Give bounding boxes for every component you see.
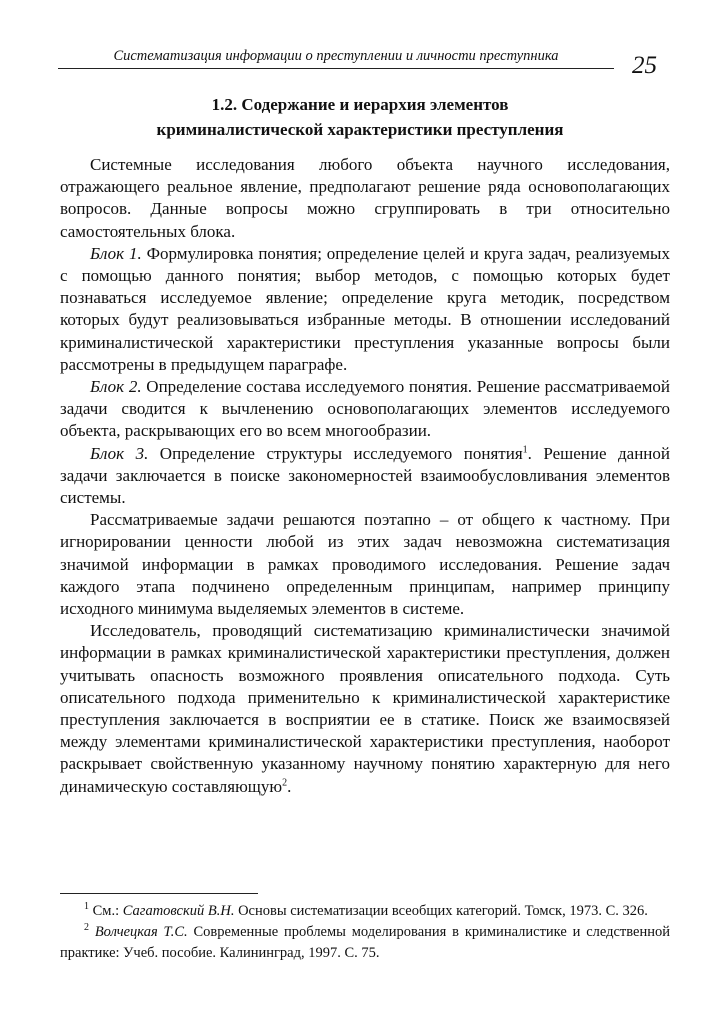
footnote-reference-1[interactable]: 1	[522, 443, 528, 455]
paragraph-tasks	[60, 509, 670, 620]
footnote-text: Современные проблемы моделирования в криминалистике и следственной практике: Учеб. пособие. Калининград, 1997. С. 75.	[60, 924, 670, 961]
footnote-text: Основы систематизации всеобщих категорий. Томск, 1973. С. 326.	[234, 903, 648, 919]
footnote-1	[60, 901, 670, 922]
paragraph-block-3	[60, 443, 670, 510]
page-number: 25	[632, 52, 657, 79]
section-title	[70, 92, 650, 142]
paragraph-text-continued: . Решение данной задачи заключается в поиске закономерностей взаимообусловливания элементов системы.	[60, 443, 670, 508]
footnote-mark-2: 2	[84, 922, 89, 934]
block-2-label: Блок 2.	[90, 377, 142, 397]
footnote-2	[60, 922, 670, 964]
paragraph-text-continued: .	[287, 776, 292, 796]
block-3-label: Блок 3.	[90, 443, 149, 463]
paragraph-block-1	[60, 243, 670, 376]
footnote-prefix: См.:	[89, 903, 123, 919]
footnote-author: Волчецкая Т.С.	[94, 924, 188, 940]
body-text	[60, 154, 670, 798]
running-header: Систематизация информации о преступлении и личности преступника	[58, 46, 614, 69]
paragraph-text: Системные исследования любого объекта научного исследования, отражающего реальное явление, предполагают решение ряда основополагающих вопросов. Данные вопросы можно сгруппировать в три относительно самостоятельных блока.	[60, 155, 670, 241]
footnotes	[60, 901, 670, 964]
paragraph-text: Исследователь, проводящий систематизацию криминалистически значимой информации в рамках криминалистической характеристики преступления, должен учитывать опасность возможного проявления описательного подхода. Суть описательного подхода применительно к криминалистической характеристике преступления заключается в восприятии ее в статике. Поиск же взаимосвязей между элементами криминалистической характеристики преступления, наоборот раскрывает свойственную указанному научному понятию характерную для него динамическую составляющую	[60, 621, 670, 796]
block-1-label: Блок 1.	[90, 243, 142, 263]
footnote-divider	[60, 893, 258, 894]
paragraph-researcher	[60, 620, 670, 798]
paragraph-text: Формулировка понятия; определение целей и круга задач, реализуемых с помощью данного понятия; выбор методов, с помощью которых будет познаваться исследуемое явление; определение круга методик, посредством которых будут реализовываться избранные методы. В отношении исследований криминалистической характеристики преступления указанные вопросы были рассмотрены в предыдущем параграфе.	[60, 243, 670, 374]
footnote-mark-1: 1	[84, 901, 89, 913]
paragraph-block-2	[60, 376, 670, 443]
section-title-line-1: 1.2. Содержание и иерархия элементов	[211, 95, 509, 114]
paragraph-text: Определение состава исследуемого понятия. Решение рассматриваемой задачи сводится к вычленению основополагающих элементов исследуемого объекта, раскрывающих его во всем многообразии.	[60, 377, 670, 441]
footnote-reference-2[interactable]: 2	[282, 777, 288, 789]
section-title-line-2: криминалистической характеристики преступления	[156, 120, 564, 139]
paragraph-text: Определение структуры исследуемого понятия	[148, 443, 523, 463]
paragraph-text: Рассматриваемые задачи решаются поэтапно – от общего к частному. При игнорировании ценности любой из этих задач невозможна систематизация значимой информации в рамках проводимого исследования. Решение задач каждого этапа подчинено определенным принципам, например принципу исходного минимума выделяемых элементов в системе.	[60, 510, 670, 619]
paragraph-intro	[60, 154, 670, 243]
footnote-author: Сагатовский В.Н.	[122, 903, 235, 919]
